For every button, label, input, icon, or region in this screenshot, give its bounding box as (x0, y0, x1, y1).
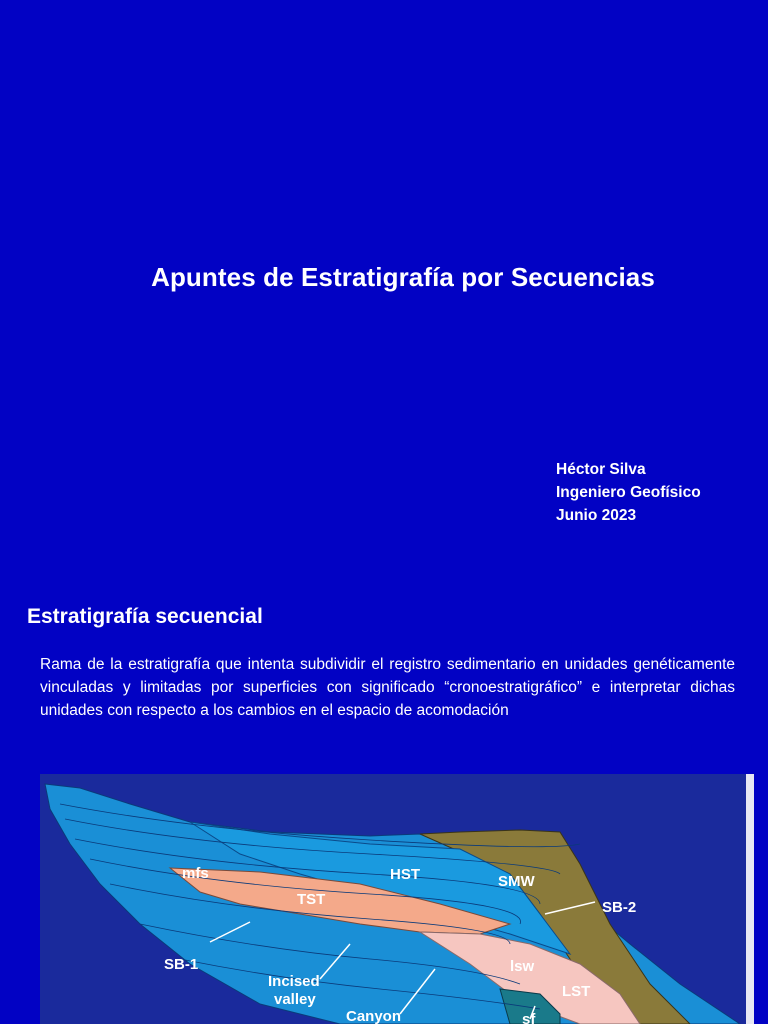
sequence-stratigraphy-diagram (40, 774, 754, 1024)
author-date: Junio 2023 (556, 507, 637, 524)
label-sf: sf (522, 1011, 536, 1024)
author-role: Ingeniero Geofísico (556, 484, 701, 501)
label-incised: Incised (268, 973, 320, 990)
label-smw: SMW (498, 873, 535, 890)
label-canyon: Canyon (346, 1008, 402, 1024)
diagram-frame-edge (746, 774, 754, 1024)
label-tst: TST (297, 891, 326, 908)
label-mfs: mfs (182, 865, 209, 882)
presentation-title: Apuntes de Estratigrafía por Secuencias (151, 262, 655, 292)
author-block (556, 458, 701, 527)
section-heading: Estratigrafía secuencial (27, 605, 263, 628)
label-lsw: lsw (510, 958, 535, 975)
definition-paragraph: Rama de la estratigrafía que intenta subdividir el registro sedimentario en unidades genéticamente vinculadas y limitadas por superficies con significado “cronoestratigráfico” e interpretar dichas unidades con respecto a los cambios en el espacio de acomodación (40, 656, 735, 719)
diagram-svg (40, 774, 754, 1024)
label-valley: valley (274, 991, 316, 1008)
label-hst: HST (390, 866, 420, 883)
label-sb2: SB-2 (602, 899, 637, 916)
label-sb1: SB-1 (164, 956, 199, 973)
author-name: Héctor Silva (556, 461, 646, 478)
label-lst: LST (562, 983, 591, 1000)
